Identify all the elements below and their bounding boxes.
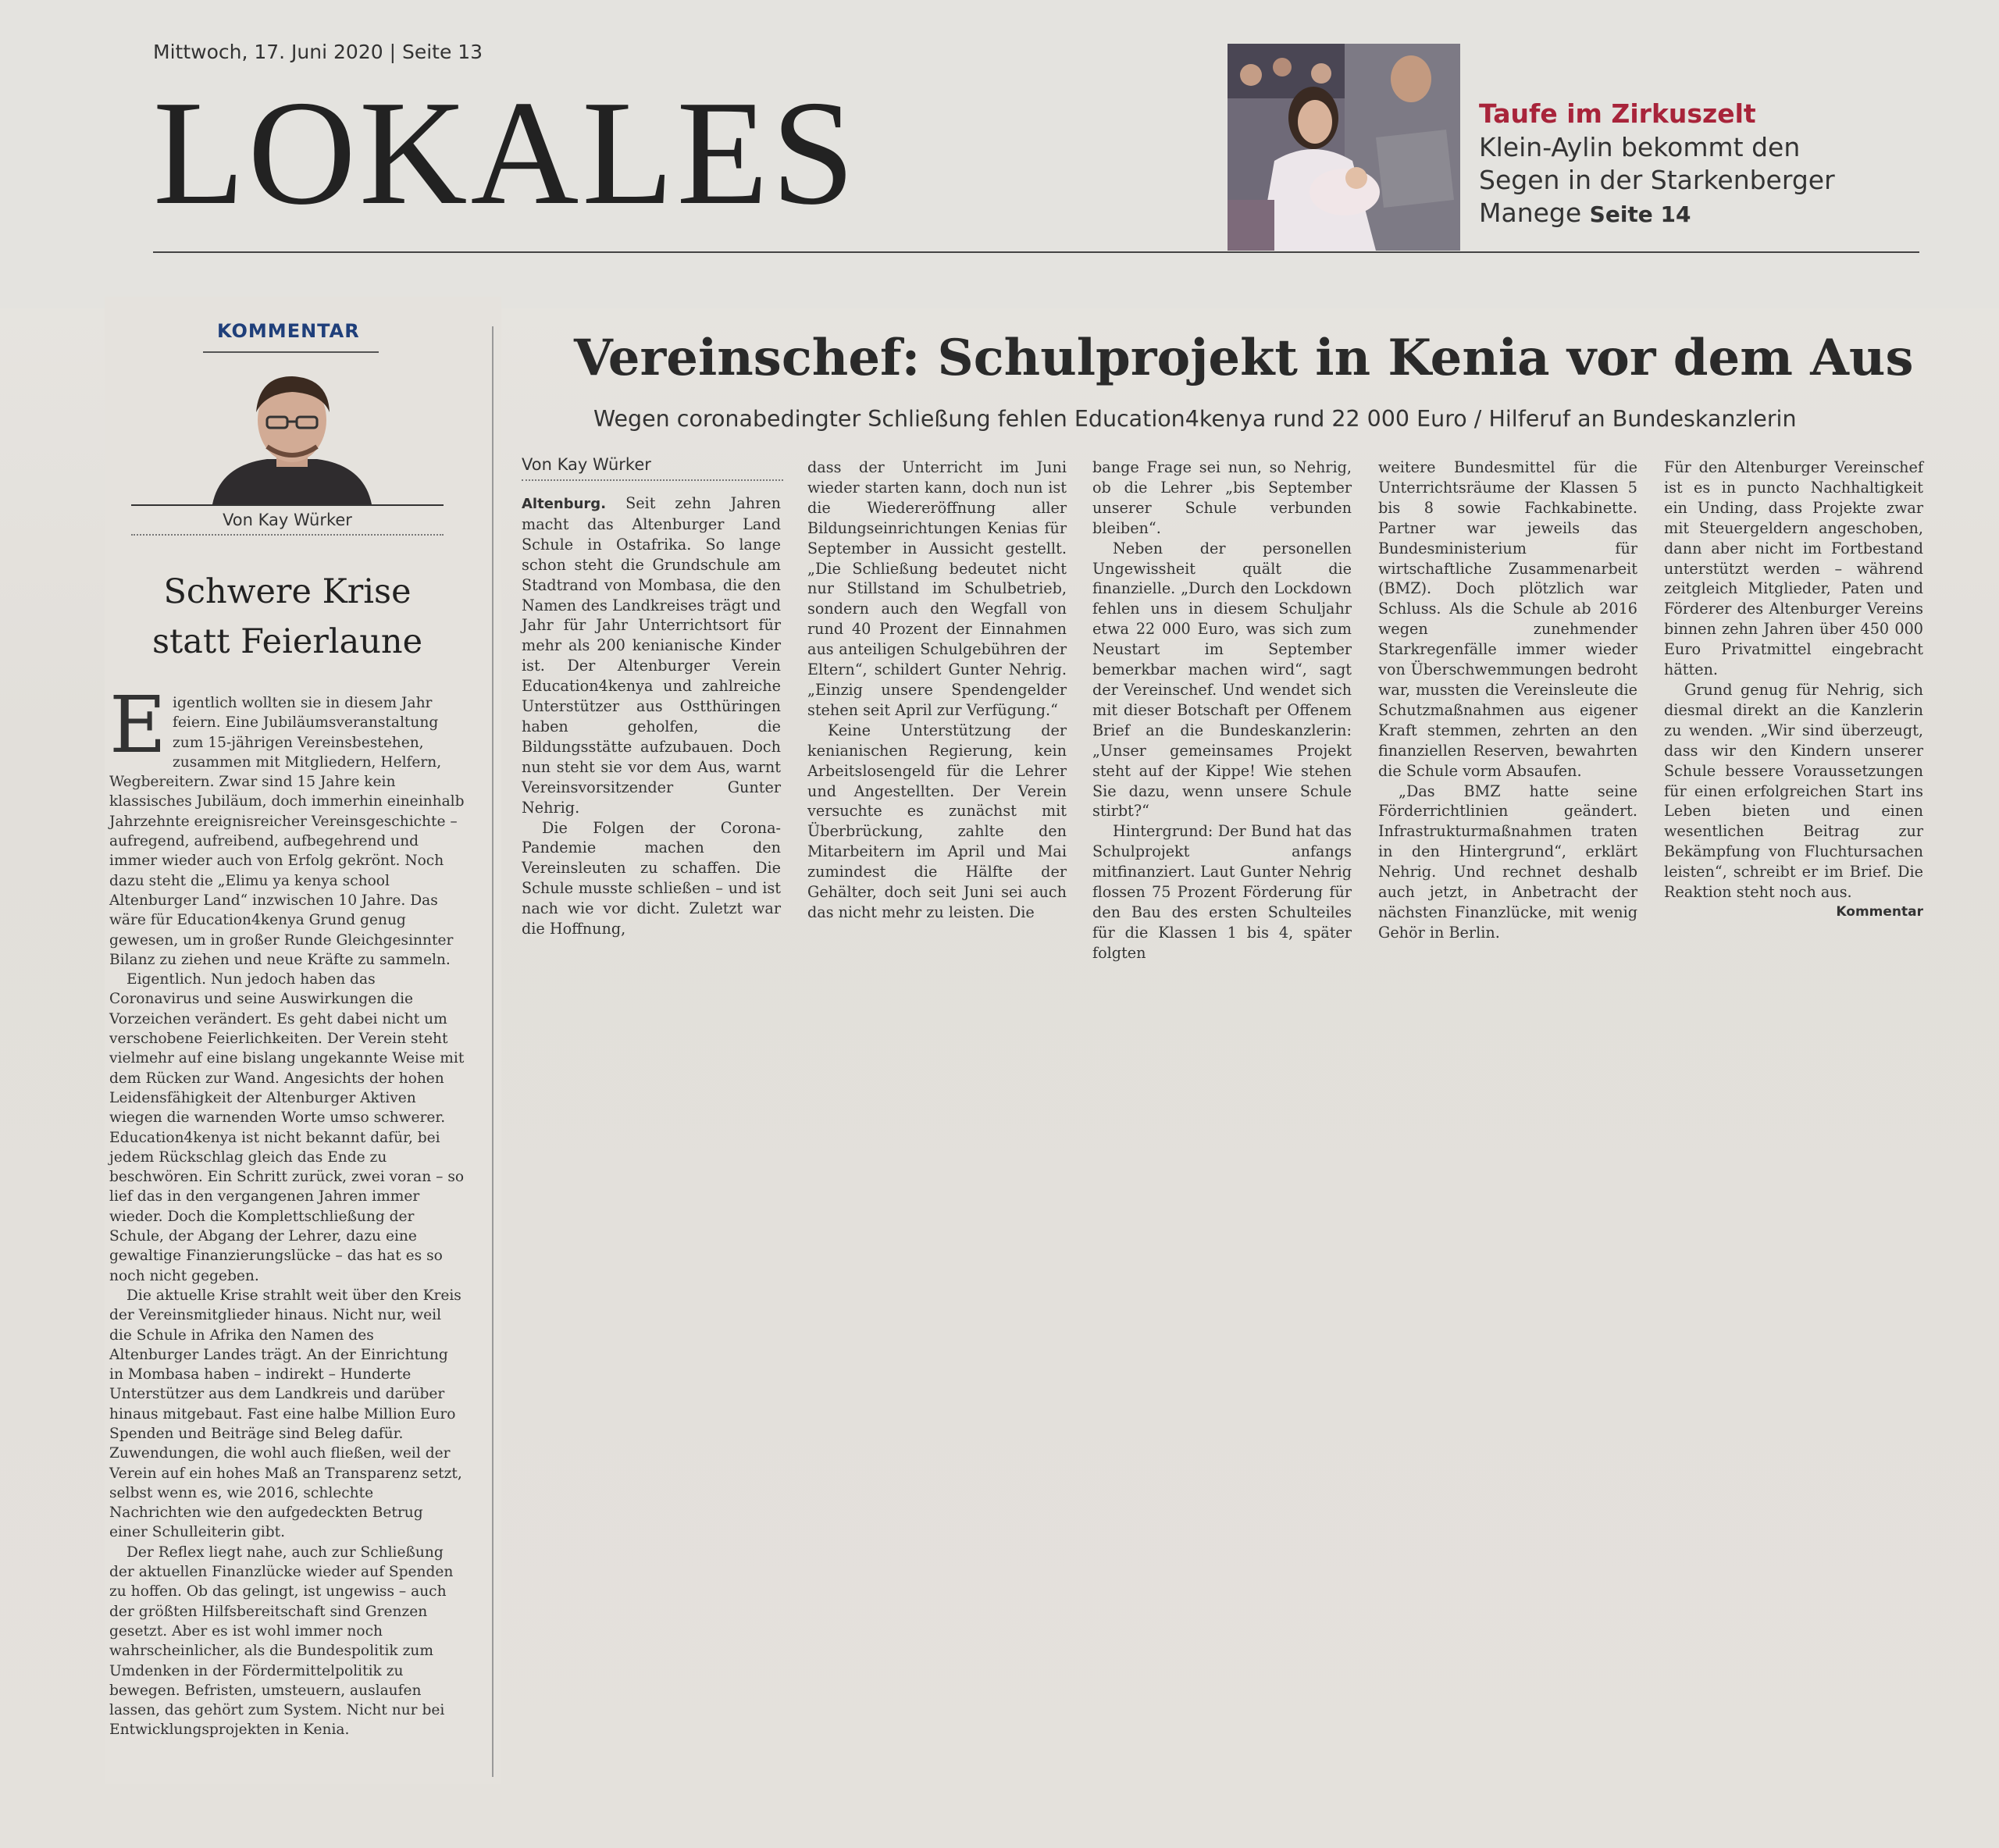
commentary-label-rule <box>203 351 379 353</box>
article-column-2 <box>807 458 1067 923</box>
commentary-dotted-rule <box>131 534 444 536</box>
commentary-byline: Von Kay Würker <box>223 511 352 529</box>
article-column-5 <box>1664 458 1923 923</box>
teaser-body: Klein-Aylin bekommt den Segen in der Starkenberger Manege <box>1479 132 1835 228</box>
article-column-3 <box>1092 458 1352 963</box>
commentary-headline-line2: statt Feierlaune <box>151 622 423 661</box>
column-divider <box>492 326 494 1777</box>
section-title: LOKALES <box>153 69 858 236</box>
commentary-headline <box>131 567 444 667</box>
commentary-paragraph: Eigentlich. Nun jedoch haben das Coronavirus und seine Auswirkungen die Vorzeichen verändert. Es geht dabei nicht um verschobene Feierlichkeiten. Der Verein steht vielmehr auf eine bislang ungekannte Weise mit dem Rücken zur Wand. Angesichts der hohen Leidensfähigkeit der Altenburger Aktiven wiegen die warnenden Worte umso schwerer. Education4kenya ist nicht bekannt dafür, bei jedem Rückschlag gleich das Ende zu beschwören. Ein Schritt zurück, zwei voran – so lief das in den vergangenen Jahren immer wieder. Doch die Komplettschließung der Schule, der Abgang der Lehrer, dazu eine gewaltige Finanzierungslücke – das hat es so noch nicht gegeben. <box>109 971 465 1284</box>
commentary-paragraph <box>109 679 465 970</box>
teaser-kicker: Taufe im Zirkuszelt <box>1479 98 1756 129</box>
article-byline: Von Kay Würker <box>522 455 651 474</box>
commentary-paragraph: Die aktuelle Krise strahlt weit über den Kreis der Vereinsmitglieder hinaus. Nicht nur, weil die Schule in Afrika den Namen des Altenburger Landes trägt. An der Einrichtung in Mombasa haben – indirekt – Hunderte Unterstützer aus dem Landkreis und darüber hinaus mitgebaut. Fast eine halbe Million Euro Spenden und Beiträge sind Beleg dafür. Zuwendungen, die wohl auch fließen, weil der Verein auf ein hohes Maß an Transparenz setzt, selbst wenn es, wie 2016, schlechte Nachrichten wie den aufgedeckten Betrug einer Schulleiterin gibt. <box>109 1287 462 1541</box>
article-subhead: Wegen coronabedingter Schließung fehlen Education4kenya rund 22 000 Euro / Hilferuf an Bundeskanzlerin <box>593 406 1797 432</box>
teaser-text <box>1479 131 1885 231</box>
commentary-label: KOMMENTAR <box>217 320 360 342</box>
article-paragraph-text: Seit zehn Jahren macht das Altenburger Land Schule in Ostafrika. So lange schon steht die Grundschule am Stadtrand von Mombasa, die den Namen des Landkreises trägt und Jahr für Jahr Unterrichtsort für mehr als 200 kenianische Kinder ist. Der Altenburger Verein Education4kenya und zahlreiche Unterstützer aus Ostthüringen haben geholfen, die Bildungsstätte aufzubauen. Doch nun steht sie vor dem Aus, warnt Vereinsvorsitzender Gunter Nehrig. <box>522 494 781 817</box>
article-paragraph: Die Folgen der Corona-Pandemie machen den Vereinsleuten zu schaffen. Die Schule musste schließen – und ist nach wie vor dicht. Zuletzt war die Hoffnung, <box>522 818 781 938</box>
article-paragraph: Neben der personellen Ungewissheit quält die finanzielle. „Durch den Lockdown fehlen uns in diesem Schuljahr etwa 22 000 Euro, was sich zum Neustart im September bemerkbar machen wird“, sagt der Vereinschef. Und wendet sich mit dieser Botschaft per Offenem Brief an die Bundeskanzlerin: „Unser gemeinsames Projekt steht auf der Kippe! Wie stehen Sie dazu, wenn unsere Schule stirbt?“ <box>1092 539 1352 821</box>
article-paragraph <box>1664 680 1923 920</box>
article-paragraph: Für den Altenburger Vereinschef ist es in puncto Nachhaltigkeit ein Unding, dass Projekte zwar mit Steuergeldern angeschoben, dann aber nicht im Fortbestand unterstützt werden – während zeitgleich Mitglieder, Paten und Förderer des Altenburger Vereins binnen zehn Jahren über 450 000 Euro Privatmittel eingebracht hätten. <box>1664 458 1923 679</box>
article-headline: Vereinschef: Schulprojekt in Kenia vor dem Aus <box>574 329 1914 387</box>
article-paragraph: weitere Bundesmittel für die Unterrichtsräume der Klassen 5 bis 8 sowie Fachkabinette. Partner war jeweils das Bundesministerium für wirtschaftliche Zusammenarbeit (BMZ). Doch plötzlich war Schluss. Als die Schule ab 2016 wegen zunehmender Starkregenfälle immer wieder von Überschwemmungen bedroht war, mussten die Vereinsleute die Schutzmaßnahmen aus eigener Kraft stemmen, zehrten an den finanziellen Reserven, bewahrten die Schule vorm Absaufen. <box>1378 458 1637 780</box>
article-byline-rule <box>522 479 783 481</box>
commentary-headline-line1: Schwere Krise <box>163 572 412 611</box>
article-paragraph-text: Grund genug für Nehrig, sich diesmal direkt an die Kanzlerin zu wenden. „Wir sind überzeugt, dass wir den Kindern unserer Schule bessere Voraussetzungen für einen erfolgreichen Start ins Leben bieten und einen wesentlichen Beitrag zur Bekämpfung von Fluchtursachen leisten“, schreibt er im Brief. Die Reaktion steht noch aus. <box>1664 680 1923 902</box>
commentary-paragraph-text: igentlich wollten sie in diesem Jahr feiern. Eine Jubiläumsveranstaltung zum 15-jährigen Vereinsbestehen, zusammen mit Mitgliedern, Helfern, Wegbereitern. Zwar sind 15 Jahre kein klassisches Jubiläum, doch immerhin eineinhalb Jahrzehnte ereignisreicher Vereinsgeschichte – aufregend, aufreibend, aufbegehrend und immer wieder auch von Erfolg gekrönt. Noch dazu steht die „Elimu ya kenya school Altenburger Land“ inzwischen 10 Jahre. Das wäre für Education4kenya Grund genug gewesen, um in großer Runde Gleichgesinnter Bilanz zu ziehen und neue Kräfte zu sammeln. <box>109 695 465 968</box>
place-name: Altenburg. <box>522 496 607 512</box>
author-portrait <box>205 372 379 504</box>
commentary-paragraph: Der Reflex liegt nahe, auch zur Schließung der aktuellen Finanzlücke wieder auf Spenden zu hoffen. Ob das gelingt, ist ungewiss – auch der größten Hilfsbereitschaft sind Grenzen gesetzt. Aber es ist wohl immer noch wahrscheinlicher, als die Bundespolitik zum Umdenken in der Fördermittelpolitik zu bewegen. Befristen, umsteuern, auslaufen lassen, das gehört zum System. Nicht nur bei Entwicklungsprojekten in Kenia. <box>109 1544 454 1739</box>
article-column-1 <box>522 493 781 939</box>
kommentar-reference: Kommentar <box>1836 903 1923 920</box>
header-rule <box>153 251 1919 253</box>
article-paragraph: dass der Unterricht im Juni wieder starten kann, doch nun ist die Wiedereröffnung aller Bildungseinrichtungen Kenias für September in Aussicht gestellt. „Die Schließung bedeutet nicht nur Stillstand im Schulbetrieb, sondern auch den Wegfall von rund 40 Prozent der Einnahmen aus anteiligen Schulgebühren der Eltern“, schildert Gunter Nehrig. „Einzig unsere Spendengelder stehen seit April zur Verfügung.“ <box>807 458 1067 719</box>
article-paragraph: Hintergrund: Der Bund hat das Schulprojekt anfangs mitfinanziert. Laut Gunter Nehrig flossen 75 Prozent Förderung für den Bau des ersten Schulteiles für die Klassen 1 bis 4, später folgten <box>1092 822 1352 962</box>
commentary-body <box>109 679 465 1740</box>
dateline: Mittwoch, 17. Juni 2020 | Seite 13 <box>153 41 483 63</box>
drop-cap: E <box>109 679 166 771</box>
article-paragraph <box>522 493 781 818</box>
portrait-rule <box>131 504 444 506</box>
article-paragraph: Keine Unterstützung der kenianischen Regierung, kein Arbeitslosengeld für die Lehrer und Angestellten. Der Verein versuchte es zunächst mit Überbrückung, zahlte den Mitarbeitern im April und Mai zumindest die Hälfte der Gehälter, doch seit Juni sei auch das nicht mehr zu leisten. Die <box>807 721 1067 921</box>
teaser-photo <box>1228 44 1460 251</box>
teaser-page-ref: Seite 14 <box>1589 201 1691 227</box>
article-paragraph: bange Frage sei nun, so Nehrig, ob die Lehrer „bis September unserer Schule verbunden bleiben“. <box>1092 458 1352 537</box>
article-paragraph: „Das BMZ hatte seine Förderrichtlinien geändert. Infrastrukturmaßnahmen traten in den Hintergrund“, erklärt Nehrig. Und rechnet deshalb auch jetzt, in Anbetracht der nächsten Finanzlücke, mit wenig Gehör in Berlin. <box>1378 782 1637 942</box>
article-column-4 <box>1378 458 1637 943</box>
